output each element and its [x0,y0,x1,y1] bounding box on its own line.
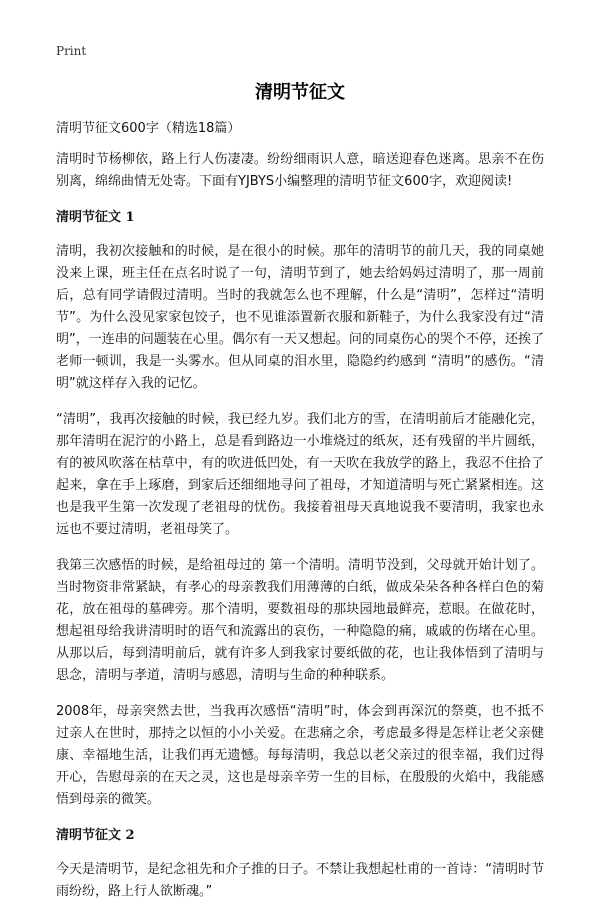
section-heading: 清明节征文 2 [56,828,135,843]
page-title: 清明节征文 [255,82,345,103]
intro-paragraph: 清明时节杨柳依，路上行人伤凄凄。纷纷细雨识人意，暗送迎春色迷离。思亲不在伤别离，绵绵曲情无处寄。下面有YJBYS小编整理的清明节征文600字，欢迎阅读! [56,152,544,189]
section-heading: 清明节征文 1 [56,210,135,225]
section-paragraph: 2008年，母亲突然去世，当我再次感悟“清明”时，体会到再深沉的祭奠，也不抵不过亲人在世时，那持之以恒的小小关爱。在悲痛之余，考虑最多得是怎样让老父亲健康、幸福地生活，让我们再无遗憾。每每清明，我总以老父亲过的很幸福，我们过得开心，告慰母亲的在天之灵，这也是母亲辛劳一生的目标，在殷殷的火焰中，我能感悟到母亲的微笑。 [56,704,544,807]
section-paragraph: 我第三次感悟的时候，是给祖母过的 第一个清明。清明节没到，父母就开始计划了。当时物资非常紧缺，有孝心的母亲教我们用薄薄的白纸，做成朵朵各种各样白色的菊花，放在祖母的墓碑旁。那个清明，要数祖母的那块园地最鲜亮，惹眼。在做花时，想起祖母给我讲清明时的语气和流露出的哀伤，一种隐隐的痛，戚戚的伤堵在心里。从那以后，每到清明前后，就有许多人到我家讨要纸做的花，也让我体悟到了清明与思念，清明与孝道，清明与感恩，清明与生命的种种联系。 [56,558,544,683]
section-paragraph: 清明，我初次接触和的时候，是在很小的时候。那年的清明节的前几天，我的同桌她没来上课，班主任在点名时说了一句，清明节到了，她去给妈妈过清明了，那一周前后，总有同学请假过清明。当时的我就怎么也不理解，什么是“清明”，怎样过“清明节”。为什么没见家家包饺子，也不见谁添置新衣服和新鞋子，为什么我家没有过“清明”，一连串的问题装在心里。偶尔有一天又想起。问的同桌伤心的哭个不停，还挨了老师一顿训，我是一头雾水。但从同桌的泪水里，隐隐约约感到 “清明”的感伤。“清明”就这样存入我的记忆。 [56,244,544,391]
section-paragraph: “清明”，我再次接触的时候，我已经九岁。我们北方的雪，在清明前后才能融化完，那年清明在泥泞的小路上，总是看到路边一小堆烧过的纸灰，还有残留的半片圆纸，有的被风吹落在枯草中，有的吹进低凹处，有一天吹在我放学的路上，我忍不住拾了起来，拿在手上琢磨，到家后还细细地寻问了祖母，才知道清明与死亡紧紧相连。这也是我平生第一次发现了老祖母的忧伤。我接着祖母天真地说我不要清明，我家也永远也不要过清明，老祖母笑了。 [56,412,544,537]
section-paragraph: 今天是清明节，是纪念祖先和介子推的日子。不禁让我想起杜甫的一首诗：“清明时节雨纷纷，路上行人欲断魂。” [56,862,544,899]
print-link[interactable]: Print [56,44,87,58]
article-body [56,118,544,917]
article-subtitle: 清明节征文600字（精选18篇） [56,121,241,136]
